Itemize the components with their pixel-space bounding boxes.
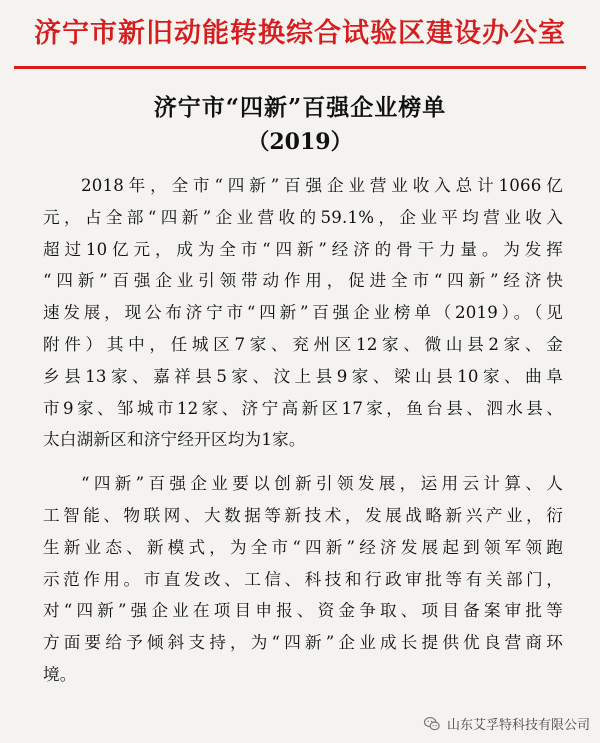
paragraph-line: 境。 bbox=[43, 664, 77, 684]
document-body bbox=[43, 170, 563, 691]
paragraph-line: 太白湖新区和济宁经开区均为1家。 bbox=[43, 430, 306, 450]
watermark-text: 山东艾孚特科技有限公司 bbox=[446, 718, 590, 733]
paragraph-line: 超过10亿元，成为全市“四新”经济的骨干力量。为发挥 bbox=[43, 239, 563, 259]
document-title: 济宁市“四新”百强企业榜单 bbox=[153, 94, 447, 121]
paragraph-line: 方面要给予倾斜支持，为“四新”企业成长提供优良营商环 bbox=[43, 633, 563, 653]
paragraph-line: 工智能、物联网、大数据等新技术，发展战略新兴产业，衍 bbox=[43, 505, 563, 525]
wechat-icon bbox=[423, 715, 441, 733]
header-divider bbox=[14, 66, 586, 69]
paragraph-line: 2018年，全市“四新”百强企业营业收入总计1066亿 bbox=[81, 176, 563, 195]
paragraph-line: 示范作用。市直发改、工信、科技和行政审批等有关部门， bbox=[43, 569, 563, 589]
paragraph-line: 速发展，现公布济宁市“四新”百强企业榜单（2019）。（见 bbox=[43, 303, 563, 323]
paragraph-2 bbox=[43, 468, 563, 691]
paragraph-line: 元，占全部“四新”企业营收的59.1%，企业平均营业收入 bbox=[43, 207, 563, 227]
paragraph-spacer bbox=[43, 456, 563, 468]
paragraph-line: “四新”百强企业引领带动作用，促进全市“四新”经济快 bbox=[43, 271, 563, 291]
paragraph-line: 乡县13家、嘉祥县5家、汶上县9家、梁山县10家、曲阜 bbox=[43, 366, 563, 386]
paragraph-line: “四新”百强企业要以创新引领发展，运用云计算、人 bbox=[81, 474, 563, 494]
paragraph-1 bbox=[43, 170, 563, 456]
watermark bbox=[423, 714, 590, 733]
paragraph-line: 市9家、邹城市12家、济宁高新区17家，鱼台县、泗水县、 bbox=[43, 398, 563, 418]
paragraph-line: 生新业态、新模式，为全市“四新”经济发展起到领军领跑 bbox=[43, 537, 563, 557]
document-year: （2019） bbox=[247, 129, 353, 155]
paragraph-line: 附件）其中，任城区7家、兖州区12家、微山县2家、金 bbox=[43, 334, 563, 354]
org-header: 济宁市新旧动能转换综合试验区建设办公室 bbox=[34, 18, 566, 49]
paragraph-line: 对“四新”强企业在项目申报、资金争取、项目备案审批等 bbox=[43, 601, 563, 621]
